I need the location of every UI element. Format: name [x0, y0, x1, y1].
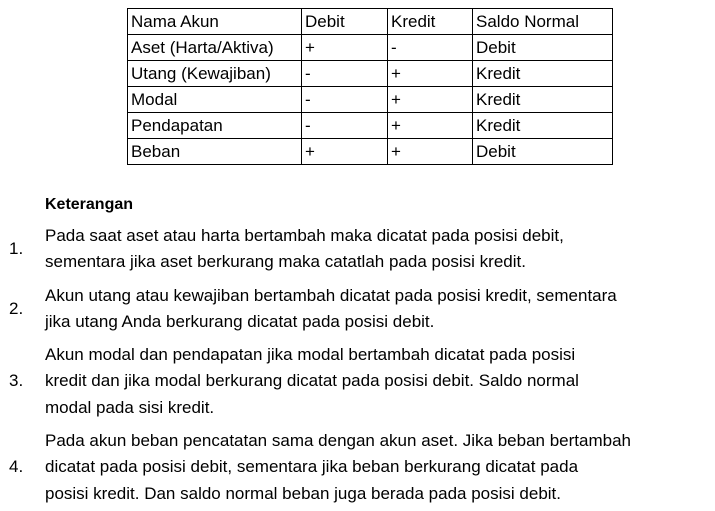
note-line: jika utang Anda berkurang dicatat pada posisi debit. — [45, 312, 435, 332]
note-number: 2. — [9, 299, 24, 318]
cell-account: Aset (Harta/Aktiva) — [128, 35, 302, 61]
notes-heading: Keterangan — [45, 196, 134, 213]
note-line: posisi kredit. Dan saldo normal beban juga berada pada posisi debit. — [45, 483, 561, 503]
cell-kredit: + — [388, 113, 473, 139]
note-number: 3. — [9, 371, 24, 390]
note-line: kredit dan jika modal berkurang dicatat pada posisi debit. Saldo normal — [45, 371, 579, 391]
note-line: dicatat pada posisi debit, sementara jika beban berkurang dicatat pada — [45, 457, 579, 477]
table-row — [128, 139, 613, 165]
cell-debit: - — [302, 113, 388, 139]
cell-saldo: Kredit — [473, 61, 613, 87]
table-row — [128, 35, 613, 61]
cell-debit: + — [302, 139, 388, 165]
cell-saldo: Kredit — [473, 87, 613, 113]
cell-account: Pendapatan — [128, 113, 302, 139]
note-text — [45, 223, 715, 276]
table-row — [128, 61, 613, 87]
note-text — [45, 283, 715, 336]
cell-debit: - — [302, 87, 388, 113]
cell-saldo: Kredit — [473, 113, 613, 139]
cell-saldo: Debit — [473, 35, 613, 61]
note-line: Pada saat aset atau harta bertambah maka dicatat pada posisi debit, — [45, 226, 564, 245]
cell-kredit: + — [388, 139, 473, 165]
table-header-row — [128, 9, 613, 35]
note-number: 1. — [9, 239, 24, 258]
header-kredit: Kredit — [388, 9, 473, 35]
note-text — [45, 342, 715, 421]
cell-account: Utang (Kewajiban) — [128, 61, 302, 87]
note-number: 4. — [9, 457, 24, 476]
account-rules-table — [127, 8, 613, 165]
note-line: Akun utang atau kewajiban bertambah dicatat pada posisi kredit, sementara — [45, 286, 617, 305]
table-row — [128, 87, 613, 113]
table-row — [128, 113, 613, 139]
cell-debit: - — [302, 61, 388, 87]
note-line: Pada akun beban pencatatan sama dengan akun aset. Jika beban bertambah — [45, 431, 631, 450]
note-line: modal pada sisi kredit. — [45, 397, 215, 417]
header-debit: Debit — [302, 9, 388, 35]
header-nama-akun: Nama Akun — [128, 9, 302, 35]
note-line: sementara jika aset berkurang maka catatlah pada posisi kredit. — [45, 252, 526, 272]
cell-saldo: Debit — [473, 139, 613, 165]
cell-account: Modal — [128, 87, 302, 113]
cell-kredit: + — [388, 87, 473, 113]
note-text — [45, 428, 715, 507]
cell-kredit: - — [388, 35, 473, 61]
note-line: Akun modal dan pendapatan jika modal bertambah dicatat pada posisi — [45, 345, 576, 364]
cell-account: Beban — [128, 139, 302, 165]
cell-debit: + — [302, 35, 388, 61]
cell-kredit: + — [388, 61, 473, 87]
header-saldo-normal: Saldo Normal — [473, 9, 613, 35]
